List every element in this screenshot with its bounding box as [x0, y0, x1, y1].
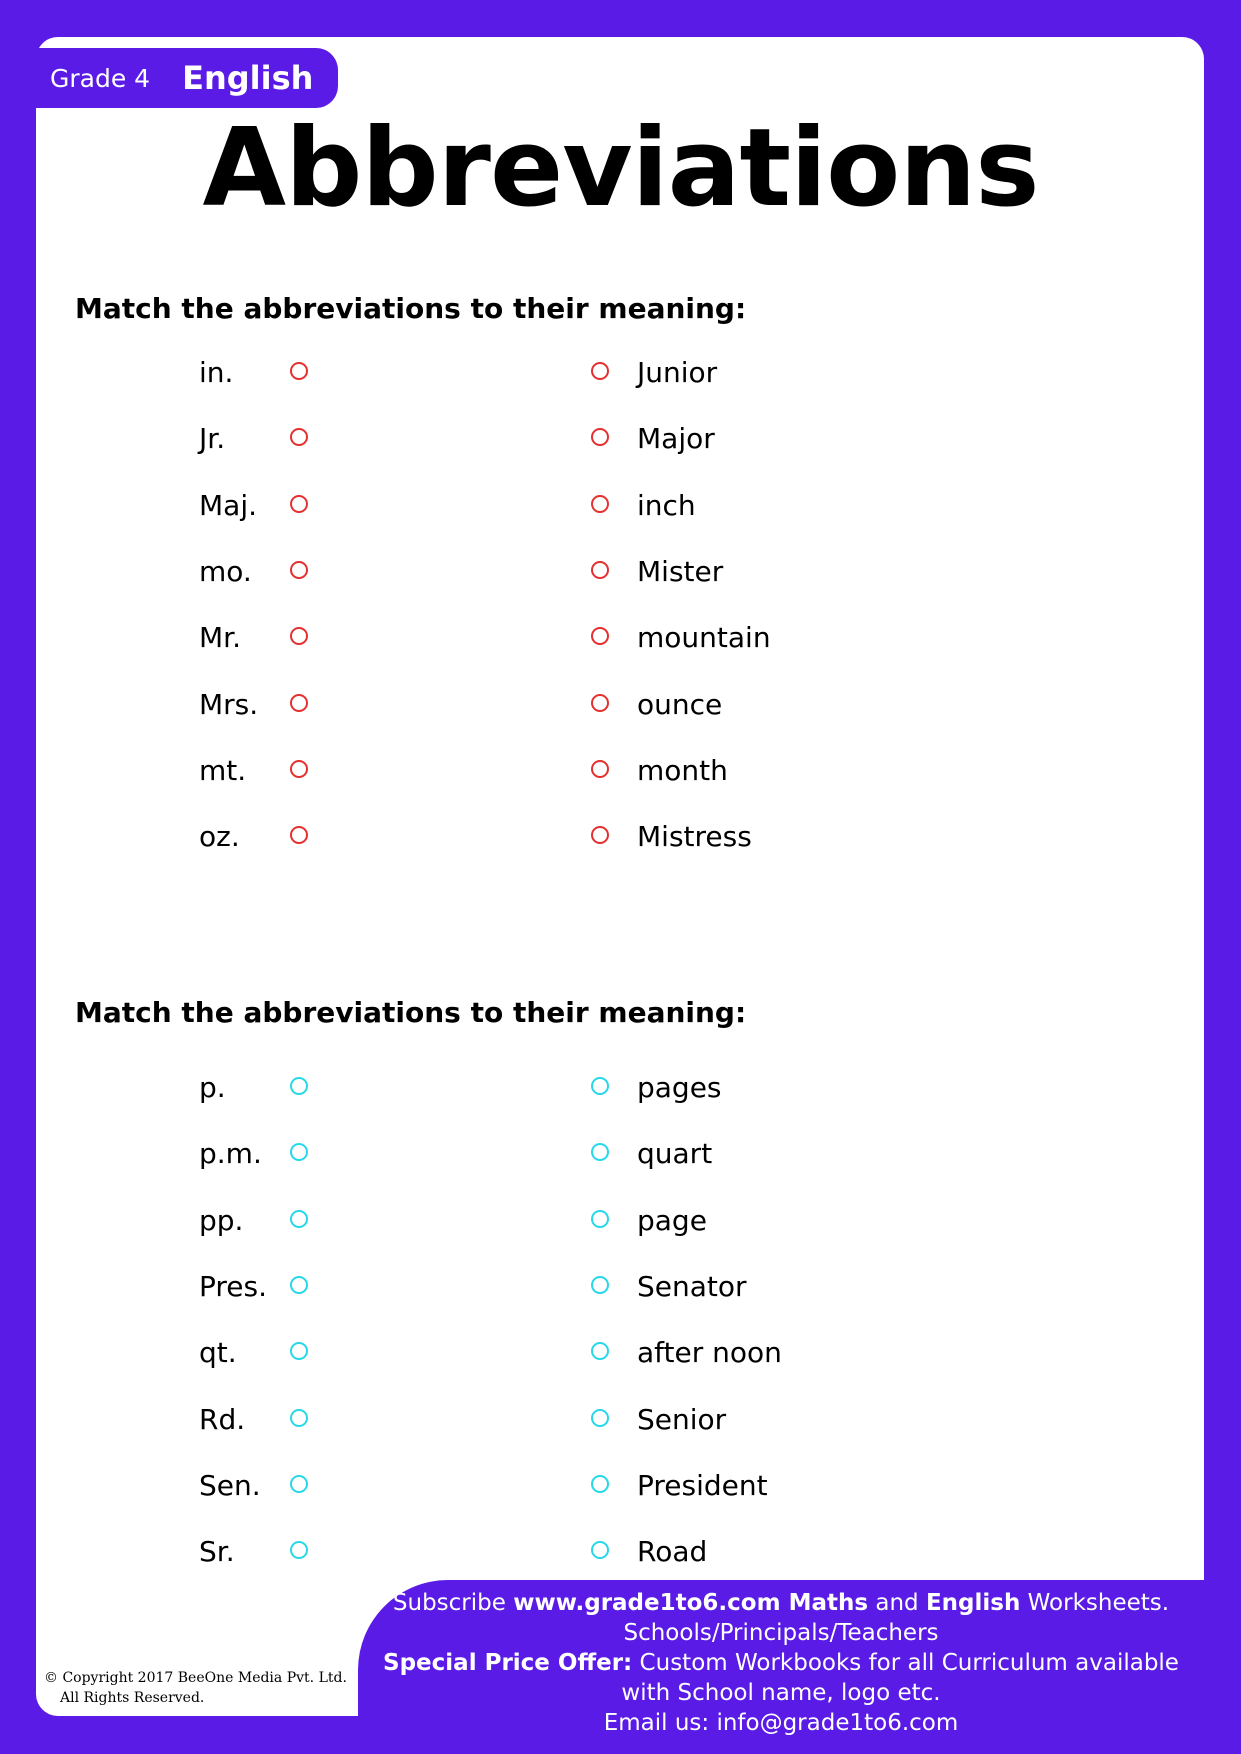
page-title: Abbreviations	[202, 106, 1039, 231]
worksheet-page	[36, 37, 1204, 1716]
copyright-notice: © Copyright 2017 BeeOne Media Pvt. Ltd. All Rights Reserved.	[44, 1670, 347, 1706]
meaning-label: Junior	[637, 356, 718, 389]
meaning-label: Mistress	[637, 820, 752, 854]
abbreviation-label: Mrs.	[199, 687, 259, 721]
footer-email[interactable]: Email us: info@grade1to6.com	[603, 1710, 959, 1736]
meaning-label: Mister	[637, 554, 724, 588]
abbreviation-label: Rd.	[199, 1402, 246, 1436]
abbreviation-label: p.	[199, 1071, 226, 1104]
footer-line-2: Schools/Principals/Teachers	[623, 1620, 939, 1646]
match-row	[0, 1400, 1241, 1440]
section1-instruction: Match the abbreviations to their meaning:	[75, 292, 747, 325]
right-match-dot[interactable]	[591, 694, 609, 712]
abbreviation-label: mo.	[199, 554, 252, 588]
match-row	[0, 486, 1241, 526]
footer-line-3: Special Price Offer: Custom Workbooks for all Curriculum available	[383, 1650, 1179, 1676]
meaning-label: mountain	[637, 621, 771, 655]
left-match-dot[interactable]	[290, 694, 308, 712]
abbreviation-label: pp.	[199, 1203, 244, 1237]
abbreviation-label: Sen.	[199, 1468, 261, 1502]
abbreviation-label: mt.	[199, 753, 247, 787]
left-match-dot[interactable]	[290, 1143, 308, 1161]
left-match-dot[interactable]	[290, 1409, 308, 1427]
left-match-dot[interactable]	[290, 561, 308, 579]
left-match-dot[interactable]	[290, 1276, 308, 1294]
meaning-label: pages	[637, 1071, 722, 1104]
match-row	[0, 1532, 1241, 1572]
meaning-label: page	[637, 1203, 707, 1237]
left-match-dot[interactable]	[290, 1077, 308, 1095]
grade-label: Grade 4	[50, 63, 151, 93]
meaning-label: quart	[637, 1137, 713, 1171]
match-row	[0, 552, 1241, 592]
footer-line-1: Subscribe www.grade1to6.com Maths and English Worksheets.	[392, 1590, 1170, 1616]
subject-label: English	[182, 59, 314, 97]
match-row	[0, 1068, 1241, 1108]
right-match-dot[interactable]	[591, 1342, 609, 1360]
right-match-dot[interactable]	[591, 826, 609, 844]
match-row	[0, 1466, 1241, 1506]
match-row	[0, 419, 1241, 459]
right-match-dot[interactable]	[591, 1143, 609, 1161]
left-match-dot[interactable]	[290, 1210, 308, 1228]
left-match-dot[interactable]	[290, 1475, 308, 1493]
abbreviation-label: p.m.	[199, 1137, 262, 1171]
abbreviation-label: Jr.	[199, 422, 226, 456]
right-match-dot[interactable]	[591, 1541, 609, 1559]
meaning-label: after noon	[637, 1336, 782, 1370]
right-match-dot[interactable]	[591, 428, 609, 446]
match-row	[0, 817, 1241, 857]
footer-line-4: with School name, logo etc.	[621, 1680, 941, 1706]
match-row	[0, 1333, 1241, 1373]
left-match-dot[interactable]	[290, 1541, 308, 1559]
right-match-dot[interactable]	[591, 760, 609, 778]
abbreviation-label: Sr.	[199, 1535, 235, 1569]
meaning-label: ounce	[637, 687, 723, 721]
match-row	[0, 685, 1241, 725]
footer-banner	[358, 1580, 1204, 1754]
abbreviation-label: in.	[199, 356, 234, 389]
right-match-dot[interactable]	[591, 1210, 609, 1228]
match-row	[0, 353, 1241, 393]
right-match-dot[interactable]	[591, 495, 609, 513]
abbreviation-label: Maj.	[199, 488, 257, 522]
abbreviation-label: qt.	[199, 1336, 237, 1370]
left-match-dot[interactable]	[290, 1342, 308, 1360]
right-match-dot[interactable]	[591, 1409, 609, 1427]
meaning-label: Major	[637, 422, 715, 456]
left-match-dot[interactable]	[290, 760, 308, 778]
abbreviation-label: Pres.	[199, 1269, 268, 1303]
left-match-dot[interactable]	[290, 428, 308, 446]
section2-instruction: Match the abbreviations to their meaning:	[75, 996, 747, 1029]
left-match-dot[interactable]	[290, 495, 308, 513]
footer-site-link[interactable]: www.grade1to6.com Maths	[513, 1590, 869, 1616]
meaning-label: inch	[637, 488, 696, 522]
left-match-dot[interactable]	[290, 826, 308, 844]
grade-subject-tab	[36, 48, 338, 108]
meaning-label: Senator	[637, 1269, 747, 1303]
match-row	[0, 1267, 1241, 1307]
match-row	[0, 618, 1241, 658]
match-row	[0, 1134, 1241, 1174]
right-match-dot[interactable]	[591, 1276, 609, 1294]
meaning-label: month	[637, 753, 728, 787]
right-match-dot[interactable]	[591, 362, 609, 380]
right-match-dot[interactable]	[591, 627, 609, 645]
right-match-dot[interactable]	[591, 1475, 609, 1493]
right-match-dot[interactable]	[591, 561, 609, 579]
right-match-dot[interactable]	[591, 1077, 609, 1095]
meaning-label: President	[637, 1468, 768, 1502]
match-row	[0, 751, 1241, 791]
abbreviation-label: oz.	[199, 820, 240, 854]
left-match-dot[interactable]	[290, 362, 308, 380]
match-row	[0, 1201, 1241, 1241]
left-match-dot[interactable]	[290, 627, 308, 645]
meaning-label: Road	[637, 1535, 708, 1569]
meaning-label: Senior	[637, 1402, 727, 1436]
abbreviation-label: Mr.	[199, 621, 241, 655]
